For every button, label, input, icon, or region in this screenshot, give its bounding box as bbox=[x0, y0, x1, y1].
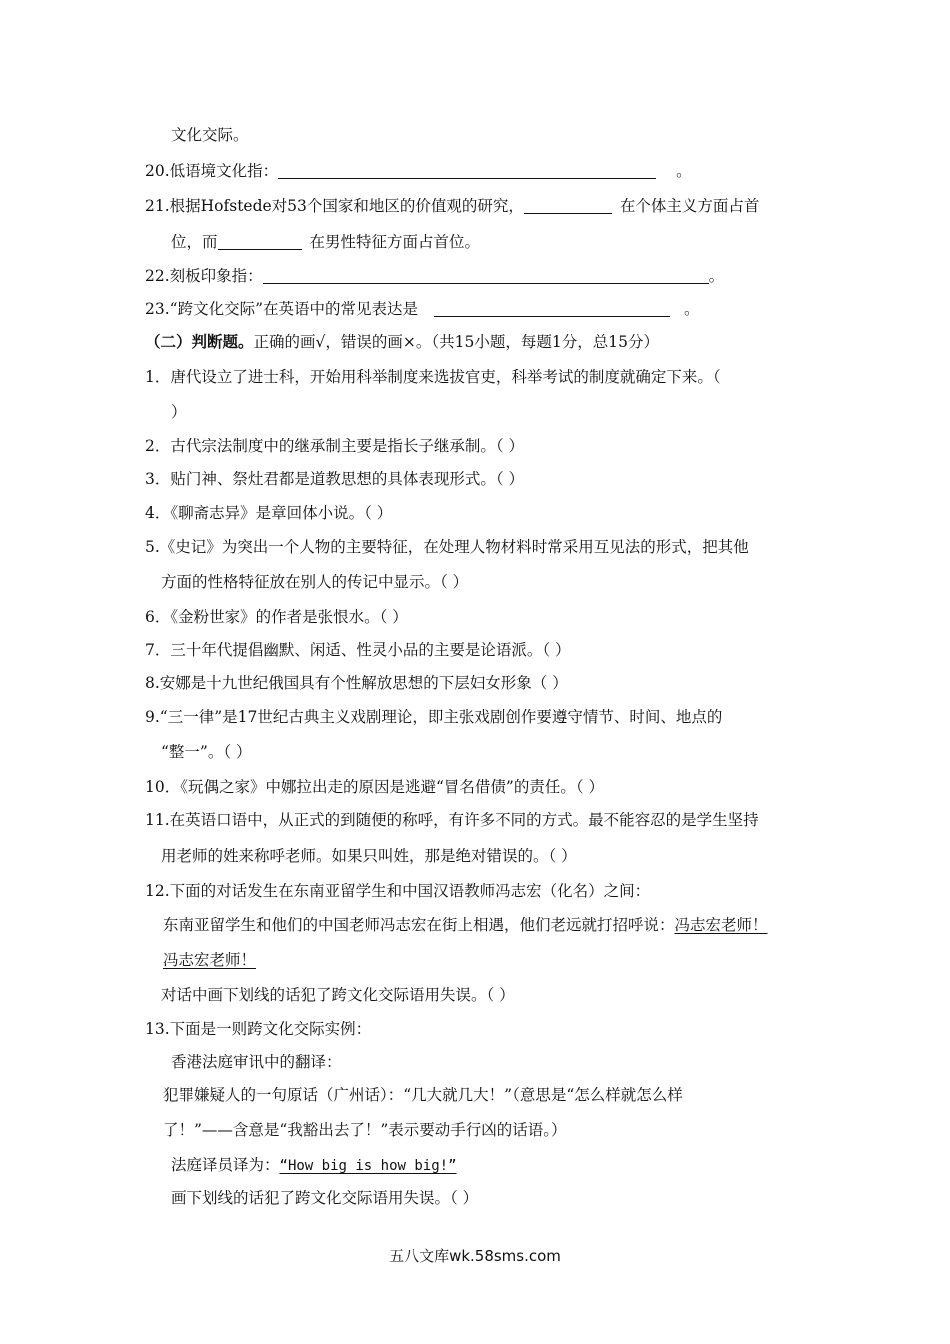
judgment-4: 4．《聊斋志异》是章回体小说。（ ） bbox=[145, 504, 393, 522]
judgment-10: 10．《玩偶之家》中娜拉出走的原因是逃避“冒名借债”的责任。（ ） bbox=[145, 778, 605, 796]
answer-blank bbox=[263, 267, 709, 284]
judgment-1-cont: ） bbox=[171, 403, 187, 421]
answer-blank bbox=[278, 162, 656, 179]
judgment-8: 8.安娜是十九世纪俄国具有个性解放思想的下层妇女形象（ ） bbox=[145, 674, 568, 692]
judgment-6: 6．《金粉世家》的作者是张恨水。（ ） bbox=[145, 608, 408, 626]
answer-blank bbox=[434, 300, 670, 317]
page-footer: 五八文库wk.58sms.com bbox=[389, 1247, 561, 1265]
judgment-12: 12.下面的对话发生在东南亚留学生和中国汉语教师冯志宏（化名）之间： bbox=[145, 882, 651, 900]
judgment-12-dialogue-cont: 冯志宏老师！ bbox=[163, 951, 257, 969]
judgment-12-dialogue: 东南亚留学生和他们的中国老师冯志宏在街上相遇，他们老远就打招呼说：冯志宏老师！ bbox=[163, 916, 768, 934]
judgment-2: 2．古代宗法制度中的继承制主要是指长子继承制。（ ） bbox=[145, 437, 525, 455]
judgment-5: 5.《史记》为突出一个人物的主要特征，在处理人物材料时常采用互见法的形式，把其他 bbox=[145, 538, 749, 556]
judgment-9-cont: “整一”。（ ） bbox=[161, 743, 252, 761]
text-line: 文化交际。 bbox=[171, 126, 249, 144]
judgment-11: 11.在英语口语中，从正式的到随便的称呼，有许多不同的方式。最不能容忍的是学生坚持 bbox=[145, 811, 759, 829]
judgment-13-quote-cont: 了！”——含意是“我豁出去了！”表示要动手行凶的话语。） bbox=[163, 1121, 567, 1139]
judgment-13-translation: 法庭译员译为：“How big is how big!” bbox=[171, 1156, 457, 1174]
judgment-13: 13.下面是一则跨文化交际实例： bbox=[145, 1020, 372, 1038]
question-21: 21.根据Hofstede对53个国家和地区的价值观的研究， 在个体主义方面占首 bbox=[145, 197, 760, 215]
judgment-9: 9.“三一律”是17世纪古典主义戏剧理论，即主张戏剧创作要遵守情节、时间、地点的 bbox=[145, 708, 723, 726]
question-21-cont: 位，而 在男性特征方面占首位。 bbox=[171, 233, 481, 251]
judgment-13-context: 香港法庭审讯中的翻译： bbox=[171, 1053, 342, 1071]
judgment-11-cont: 用老师的姓来称呼老师。如果只叫姓，那是绝对错误的。（ ） bbox=[161, 847, 577, 865]
answer-blank bbox=[524, 197, 612, 214]
question-22: 22.刻板印象指： 。 bbox=[145, 267, 725, 285]
section-heading: （二）判断题。正确的画√，错误的画×。（共15小题，每题1分，总15分） bbox=[145, 332, 659, 351]
judgment-3: 3．贴门神、祭灶君都是道教思想的具体表现形式。（ ） bbox=[145, 470, 525, 488]
question-20: 20.低语境文化指： 。 bbox=[145, 162, 692, 180]
answer-blank bbox=[218, 233, 302, 250]
judgment-5-cont: 方面的性格特征放在别人的传记中显示。（ ） bbox=[161, 573, 469, 591]
judgment-7: 7．三十年代提倡幽默、闲适、性灵小品的主要是论语派。（ ） bbox=[145, 641, 571, 659]
judgment-13-quote: 犯罪嫌疑人的一句原话（广州话）：“几大就几大！”（意思是“怎么样就怎么样 bbox=[163, 1086, 683, 1104]
judgment-13-question: 画下划线的话犯了跨文化交际语用失误。（ ） bbox=[171, 1189, 479, 1207]
judgment-12-question: 对话中画下划线的话犯了跨文化交际语用失误。（ ） bbox=[161, 986, 515, 1004]
question-23: 23.“跨文化交际”在英语中的常见表达是 。 bbox=[145, 300, 700, 318]
judgment-1: 1．唐代设立了进士科，开始用科举制度来选拔官吏，科举考试的制度就确定下来。（ bbox=[145, 368, 721, 386]
